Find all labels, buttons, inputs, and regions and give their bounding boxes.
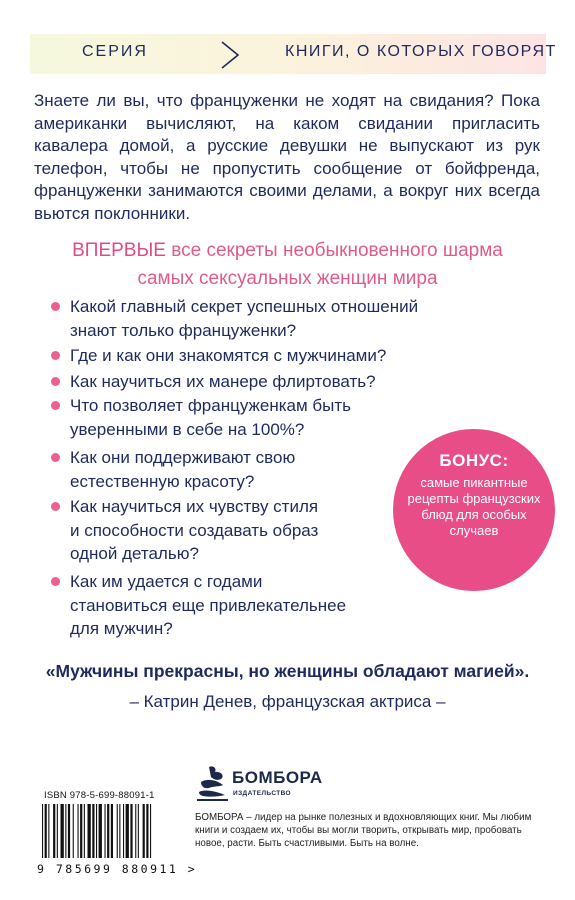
question-line: уверенными в себе на 100%? [70, 419, 305, 439]
question-line: одной деталью? [70, 544, 199, 563]
series-banner [30, 34, 557, 74]
question-line: и способности создавать образ [70, 520, 319, 540]
publisher-description: БОМБОРА – лидер на рынке полезных и вдохновляющих книг. Мы любим книги и создаем их, чтобы вы могли творить, открывать мир, пробовать новое, расти. Быть счастливыми. Быть на волне. [195, 812, 532, 849]
headline-rest: все секреты необыкновенного шарма [165, 240, 503, 261]
bullet-dot-icon [51, 351, 60, 360]
chevron-right-icon [219, 40, 241, 70]
series-label: СЕРИЯ [82, 43, 148, 60]
intro-paragraph: Знаете ли вы, что француженки не ходят на свидания? Пока американки вычисляют, на каком свидании пригласить кавалера домой, а русские девушки не выпускают из рук телефон, чтобы не пропустить сообщение от бойфренда, француженки занимаются своими делами, а вокруг них всегда вьются поклонники. [34, 91, 540, 223]
question-item [51, 370, 376, 394]
bullet-dot-icon [51, 302, 60, 311]
quote-text: «Мужчины прекрасны, но женщины обладают магией». [45, 661, 530, 681]
bombora-logo-icon [195, 764, 231, 802]
publisher-subtitle: ИЗДАТЕЛЬСТВО [233, 790, 292, 797]
bullet-dot-icon [51, 577, 60, 586]
question-item [51, 495, 318, 566]
bonus-title: БОНУС: [439, 451, 509, 470]
question-item [51, 446, 295, 493]
question-line: Где и как они знакомятся с мужчинами? [70, 346, 387, 365]
question-line: Как научиться их манере флиртовать? [70, 372, 376, 391]
isbn-label: ISBN 978-5-699-88091-1 [44, 790, 155, 801]
question-line: Как научиться их чувству стиля [70, 497, 319, 516]
question-line: становиться еще привлекательнее [70, 595, 347, 615]
question-line: Какой главный секрет успешных отношений [70, 297, 419, 316]
bullet-dot-icon [51, 401, 60, 410]
bonus-text: самые пикантные рецепты французских блюд для особых случаев [407, 475, 541, 538]
question-item [51, 344, 386, 368]
quote-author: – Катрин Денев, французская актриса – [129, 692, 446, 711]
bullet-dot-icon [51, 453, 60, 462]
question-item [51, 570, 346, 641]
publisher-name: БОМБОРА [232, 768, 323, 787]
question-line: Как им удается с годами [70, 572, 263, 591]
bullet-dot-icon [51, 377, 60, 386]
bullet-dot-icon [51, 502, 60, 511]
bonus-badge [393, 429, 555, 591]
headline [20, 237, 555, 293]
question-line: для мужчин? [70, 619, 173, 638]
headline-line2: самых сексуальных женщин мира [137, 268, 438, 289]
question-line: Как они поддерживают свою [70, 448, 296, 467]
question-line: Что позволяет француженкам быть [70, 396, 352, 415]
question-item [51, 394, 351, 441]
barcode-digits: 9 785699 880911 > [37, 862, 198, 876]
question-item [51, 295, 418, 342]
publisher-logo [195, 764, 325, 802]
headline-strong: ВПЕРВЫЕ [72, 240, 166, 261]
question-line: естественную красоту? [70, 471, 255, 491]
barcode-icon [40, 802, 180, 860]
question-line: знают только француженки? [70, 320, 297, 340]
series-name: КНИГИ, О КОТОРЫХ ГОВОРЯТ [285, 43, 557, 60]
